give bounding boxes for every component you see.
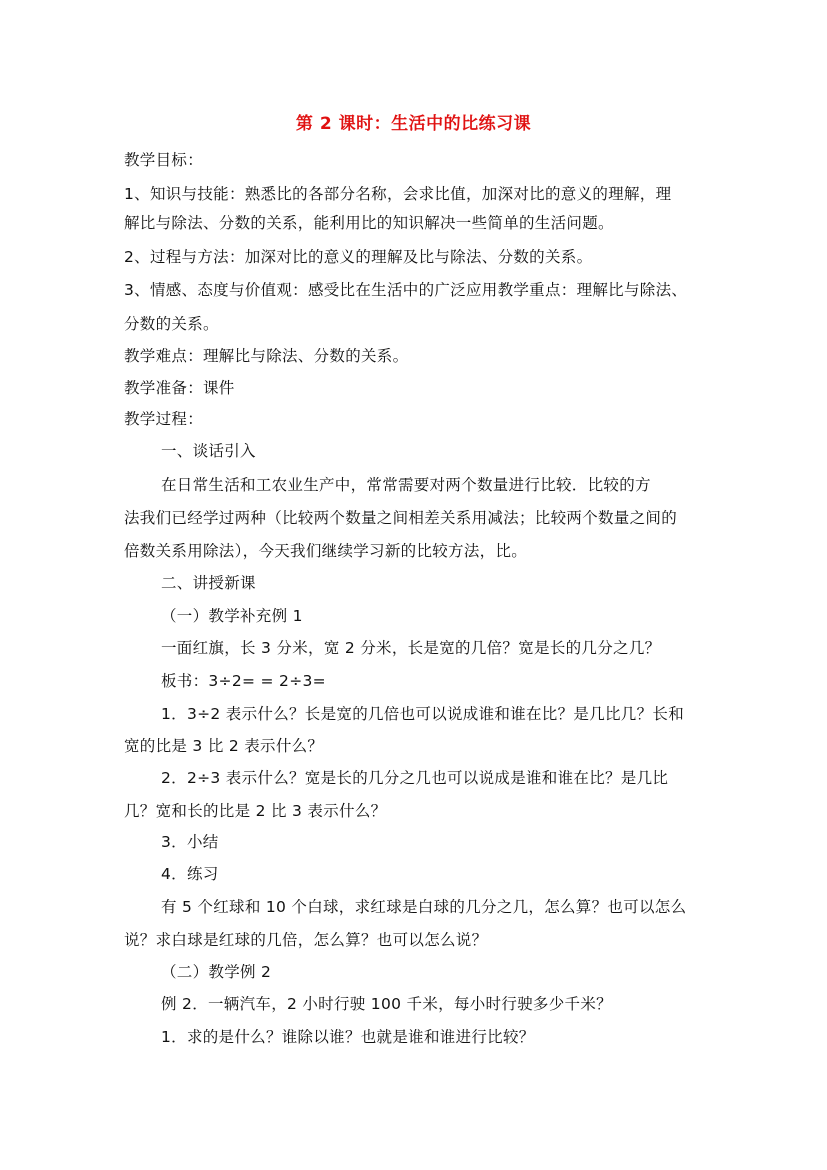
section-heading: 一、谈话引入 [161,442,256,460]
text-line: 例 2．一辆汽车，2 小时行驶 100 千米，每小时行驶多少千米？ [161,995,612,1013]
text-line: 1、知识与技能：熟悉比的各部分名称，会求比值，加深对比的意义的理解，理 [124,185,672,203]
section-heading: 二、讲授新课 [161,574,256,592]
text-line: 倍数关系用除法），今天我们继续学习新的比较方法，比。 [124,542,528,560]
text-line: 3、情感、态度与价值观：感受比在生活中的广泛应用教学重点：理解比与除法、 [124,281,688,299]
text-line: 教学准备：课件 [124,379,235,397]
text-line: 1．求的是什么？谁除以谁？也就是谁和谁进行比较？ [161,1028,535,1046]
text-line: 法我们已经学过两种（比较两个数量之间相差关系用减法；比较两个数量之间的 [124,509,678,527]
subsection-heading: （二）教学例 2 [161,963,272,981]
text-line: 1．3÷2 表示什么？长是宽的几倍也可以说成谁和谁在比？是几比几？长和 [161,705,685,723]
text-line: 说？求白球是红球的几倍，怎么算？也可以怎么说？ [124,931,488,949]
text-line: 有 5 个红球和 10 个白球，求红球是白球的几分之几，怎么算？也可以怎么 [161,898,687,916]
text-line: 教学过程： [124,410,204,428]
text-line: 分数的关系。 [124,315,219,333]
text-line: 教学难点：理解比与除法、分数的关系。 [124,347,409,365]
text-line: 3．小结 [161,833,219,851]
text-line: 宽的比是 3 比 2 表示什么？ [124,737,324,755]
page-title: 第 2 课时：生活中的比练习课 [295,114,532,134]
text-line: 4．练习 [161,865,219,883]
text-line: 一面红旗，长 3 分米，宽 2 分米，长是宽的几倍？宽是长的几分之几？ [161,639,661,657]
text-line: 2、过程与方法：加深对比的意义的理解及比与除法、分数的关系。 [124,248,593,266]
subsection-heading: （一）教学补充例 1 [161,607,303,625]
text-line: 2．2÷3 表示什么？宽是长的几分之几也可以说成是谁和谁在比？是几比 [161,769,669,787]
text-line: 教学目标： [124,151,204,169]
text-line: 在日常生活和工农业生产中，常常需要对两个数量进行比较．比较的方 [161,476,651,494]
text-line: 解比与除法、分数的关系，能利用比的知识解决一些简单的生活问题。 [124,214,614,232]
text-line: 几？宽和长的比是 2 比 3 表示什么？ [124,802,387,820]
text-line: 板书：3÷2= = 2÷3= [161,672,326,690]
